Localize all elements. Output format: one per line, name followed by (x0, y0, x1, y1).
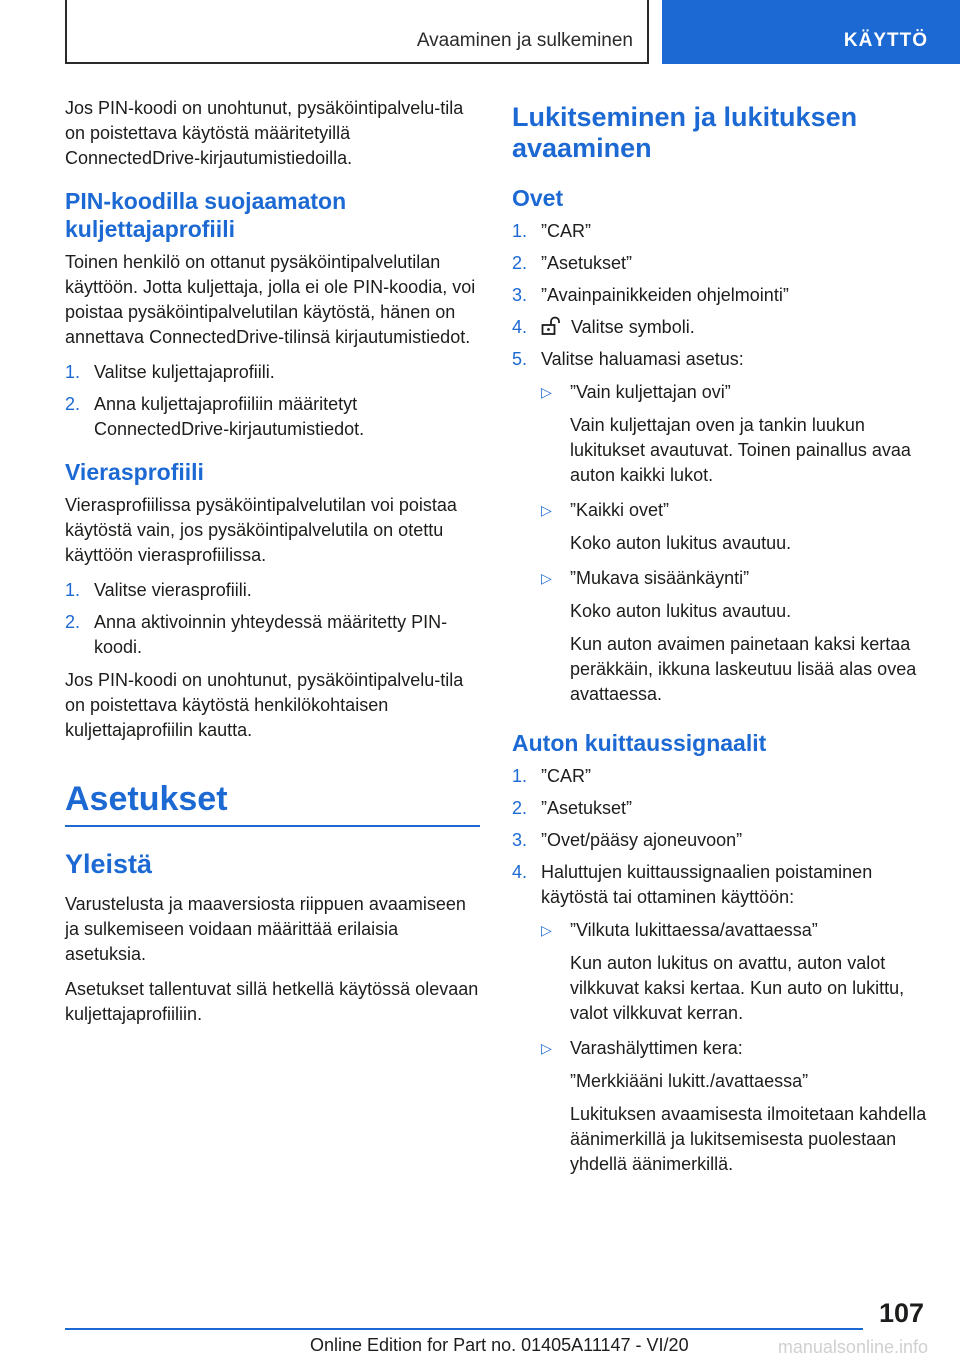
list-number: 5. (512, 349, 528, 369)
page-number: 107 (878, 1298, 924, 1328)
triangle-bullet-icon: ▷ (541, 1040, 552, 1056)
list-text: Valitse symboli. (571, 317, 695, 337)
general-heading: Yleistä (65, 849, 153, 879)
header-section-title: Avaaminen ja sulkeminen (416, 30, 633, 51)
list-text: Anna kuljettajaprofiiliin määritetyt ConnectedDrive-kirjautumistiedot. (94, 394, 365, 439)
list-item (512, 796, 930, 821)
list-item (512, 860, 930, 910)
list-text: ”Asetukset” (541, 253, 633, 273)
option-title: ”Vilkuta lukittaessa/avattaessa” (570, 920, 818, 940)
list-item (512, 315, 930, 340)
header-chapter-title: KÄYTTÖ (843, 30, 928, 51)
list-text: Valitse haluamasi asetus: (541, 349, 744, 369)
triangle-bullet-icon: ▷ (541, 502, 552, 518)
triangle-bullet-icon: ▷ (541, 922, 552, 938)
header-section-box (65, 0, 649, 64)
option-title: ”Vain kuljettajan ovi” (570, 382, 731, 402)
list-item (65, 360, 480, 385)
left-column (65, 96, 480, 1037)
footer-divider (65, 1328, 863, 1330)
signal-option (541, 918, 930, 1034)
guest-profile-text: Vierasprofiilissa pysäköintipalvelutilan voi poistaa käytöstä vain, jos pysäköintipalvelutila on otettu käyttöön vierasprofiilissa. (65, 495, 457, 565)
list-text: Haluttujen kuittaussignaalien poistaminen käytöstä tai ottaminen käyttöön: (541, 862, 873, 907)
pin-profile-heading: PIN-koodilla suojaamaton kuljettajaprofiili (65, 188, 347, 242)
list-text: ”Avainpainikkeiden ohjelmointi” (541, 285, 789, 305)
list-text: ”Asetukset” (541, 798, 633, 818)
settings-heading: Asetukset (65, 779, 480, 827)
signals-heading: Auton kuittaussignaalit (512, 730, 767, 756)
list-item (512, 219, 930, 244)
list-item (65, 392, 480, 442)
list-number: 1. (65, 580, 81, 600)
footer-edition: Online Edition for Part no. 01405A11147 - VI/20 (310, 1335, 689, 1355)
list-text: ”CAR” (541, 221, 591, 241)
locking-heading: Lukitseminen ja lukituksen avaaminen (512, 102, 858, 163)
intro-paragraph: Jos PIN-koodi on unohtunut, pysäköintipalvelu-tila on poistettava käytöstä määritetyillä ConnectedDrive-kirjautumistiedoilla. (65, 98, 464, 168)
unlock-icon (541, 316, 563, 336)
header-chapter-tab (662, 0, 960, 64)
option-description-extra: Lukituksen avaamisesta ilmoitetaan kahdella äänimerkillä ja lukitsemisesta puolestaan yhdellä äänimerkillä. (570, 1104, 927, 1174)
triangle-bullet-icon: ▷ (541, 384, 552, 400)
list-text-with-icon (541, 315, 930, 340)
list-text: Valitse vierasprofiili. (94, 580, 252, 600)
list-number: 3. (512, 285, 528, 305)
list-number: 4. (512, 317, 528, 337)
option-description-extra: Kun auton avaimen painetaan kaksi kertaa peräkkäin, ikkuna laskeutuu lisää alas ovea avattaessa. (570, 634, 917, 704)
list-item (512, 828, 930, 853)
list-number: 1. (512, 221, 528, 241)
option-title: ”Kaikki ovet” (570, 500, 670, 520)
list-number: 2. (512, 253, 528, 273)
door-option (541, 380, 930, 496)
pin-profile-text: Toinen henkilö on ottanut pysäköintipalvelutilan käyttöön. Jotta kuljettaja, jolla ei ole PIN-koodia, voi poistaa pysäköintipalvelutilan käytöstä, hänen on annettava ConnectedDrive-tilinsä kirjautumistiedot. (65, 252, 476, 347)
option-description: Kun auton lukitus on avattu, auton valot vilkkuvat kaksi kertaa. Kun auto on lukittu, valot vilkkuvat kerran. (570, 953, 905, 1023)
list-text: ”Ovet/pääsy ajoneuvoon” (541, 830, 743, 850)
list-item (65, 610, 480, 660)
option-description: Koko auton lukitus avautuu. (570, 533, 792, 553)
doors-heading: Ovet (512, 185, 564, 211)
option-title: Varashälyttimen kera: (570, 1038, 743, 1058)
list-number: 2. (65, 394, 81, 414)
pin-steps-list (65, 360, 480, 442)
guest-profile-heading: Vierasprofiili (65, 459, 204, 485)
list-number: 4. (512, 862, 528, 882)
guest-steps-list (65, 578, 480, 660)
general-paragraph-2: Asetukset tallentuvat sillä hetkellä käytössä olevaan kuljettajaprofiiliin. (65, 979, 479, 1024)
list-item (512, 764, 930, 789)
signal-option (541, 1036, 930, 1185)
list-item (512, 283, 930, 308)
list-number: 2. (65, 612, 81, 632)
option-description: ”Merkkiääni lukitt./avattaessa” (570, 1071, 809, 1091)
option-description: Koko auton lukitus avautuu. (570, 601, 792, 621)
list-item (512, 251, 930, 276)
option-description: Vain kuljettajan oven ja tankin luukun lukitukset avautuvat. Toinen painallus avaa auton kaikki lukot. (570, 415, 911, 485)
watermark: manualsonline.info (777, 1337, 928, 1357)
list-item (512, 347, 930, 372)
list-number: 2. (512, 798, 528, 818)
list-text: Valitse kuljettajaprofiili. (94, 362, 275, 382)
list-number: 1. (512, 766, 528, 786)
door-option (541, 498, 930, 564)
list-text: Anna aktivoinnin yhteydessä määritetty PIN-koodi. (94, 612, 448, 657)
list-item (65, 578, 480, 603)
option-title: ”Mukava sisäänkäynti” (570, 568, 750, 588)
list-number: 3. (512, 830, 528, 850)
triangle-bullet-icon: ▷ (541, 570, 552, 586)
door-steps-list (512, 219, 930, 372)
list-number: 1. (65, 362, 81, 382)
guest-note-paragraph: Jos PIN-koodi on unohtunut, pysäköintipalvelu-tila on poistettava käytöstä henkilökohtaisen kuljettajaprofiilin kautta. (65, 670, 464, 740)
general-paragraph-1: Varustelusta ja maaversiosta riippuen avaamiseen ja sulkemiseen voidaan määrittää erilaisia asetuksia. (65, 894, 466, 964)
right-column (512, 96, 930, 1185)
list-text: ”CAR” (541, 766, 591, 786)
door-option (541, 566, 930, 715)
signal-steps-list (512, 764, 930, 910)
